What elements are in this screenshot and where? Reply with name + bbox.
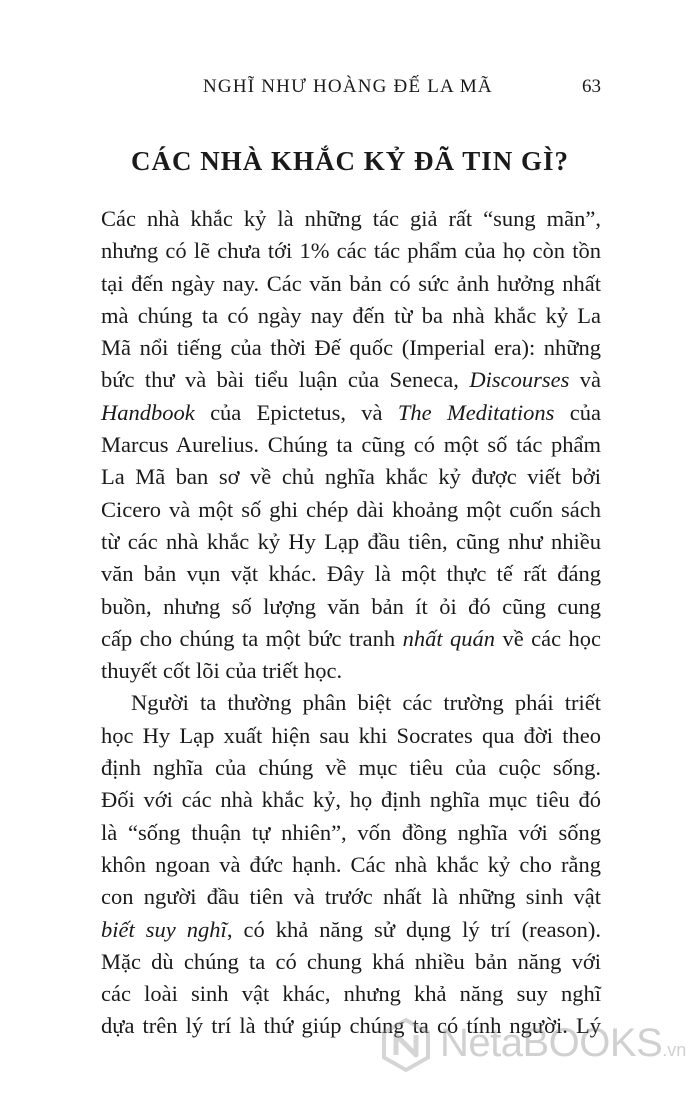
text-line: Marcus Aurelius. Chúng ta cũng có một số tác phẩm [101,432,601,458]
italic-title: The Meditations [397,399,555,425]
text-line: là “sống thuận tự nhiên”, vốn đồng nghĩa với sống [101,819,601,845]
netabooks-logo-icon [378,1017,434,1073]
watermark [378,1013,687,1073]
text-line: dựa trên lý trí là thứ giúp chúng ta có tính người. Lý [101,1013,601,1039]
text-run: cấp cho chúng ta một bức tranh [101,625,403,651]
text-line: buồn, nhưng số lượng văn bản ít ỏi đó cũng cung [101,593,601,619]
text-run: bức thư và bài tiểu luận của Seneca, [101,367,470,393]
page-number: 63 [582,76,601,97]
text-line: văn bản vụn vặt khác. Đây là một thực tế rất đáng [101,561,601,587]
text-line: thuyết cốt lõi của triết học. [101,658,343,684]
text-line [101,623,601,655]
text-line: học Hy Lạp xuất hiện sau khi Socrates qua đời theo [101,722,601,748]
text-run: , có khả năng sử dụng lý trí (reason). [226,916,601,942]
text-line: Mã nổi tiếng của thời Đế quốc (Imperial era): những [101,335,601,361]
text-line: Cicero và một số ghi chép dài khoảng một cuốn sách [101,496,601,522]
running-title: NGHĨ NHƯ HOÀNG ĐẾ LA MÃ [203,76,493,97]
running-header [101,76,601,102]
text-line: từ các nhà khắc kỷ Hy Lạp đầu tiên, cũng như nhiều [101,528,601,554]
watermark-brand: NetaBOOKS [440,1021,663,1065]
text-line: Các nhà khắc kỷ là những tác giả rất “sung mãn”, [101,206,601,231]
text-line: nhưng có lẽ chưa tới 1% các tác phẩm của họ còn tồn [101,238,601,264]
italic-emphasis: biết suy nghĩ [101,916,227,942]
text-line: Đối với các nhà khắc kỷ, họ định nghĩa mục tiêu đó [101,787,601,813]
italic-title: Discourses [469,367,570,393]
text-line [101,364,601,396]
italic-emphasis: nhất quán [402,625,496,651]
text-run: của Epictetus, và [194,399,398,425]
text-line: mà chúng ta có ngày nay đến từ ba nhà khắc kỷ La [101,302,601,328]
text-run: của [554,399,602,425]
text-line [101,397,601,429]
text-line: khôn ngoan và đức hạnh. Các nhà khắc kỷ cho rằng [101,851,601,877]
italic-title: Handbook [101,399,195,425]
text-run: và [569,367,601,393]
text-line: con người đầu tiên và trước nhất là những sinh vật [101,884,601,910]
text-line: định nghĩa của chúng về mục tiêu của cuộc sống. [101,755,601,781]
text-run: về các học [495,625,601,651]
text-line: tại đến ngày nay. Các văn bản có sức ảnh hưởng nhất [101,270,601,296]
watermark-text [440,1021,686,1066]
body-text [101,203,601,1043]
text-line: La Mã ban sơ về chủ nghĩa khắc kỷ được viết bởi [101,464,601,490]
text-line: Người ta thường phân biệt các trường phái triết [131,690,601,716]
watermark-suffix: .vn [662,1040,687,1060]
chapter-title: CÁC NHÀ KHẮC KỶ ĐÃ TIN GÌ? [130,146,570,176]
text-line [101,914,601,946]
text-line: Mặc dù chúng ta có chung khá nhiều bản năng với [101,948,601,974]
text-line: các loài sinh vật khác, nhưng khả năng suy nghĩ [101,981,601,1007]
